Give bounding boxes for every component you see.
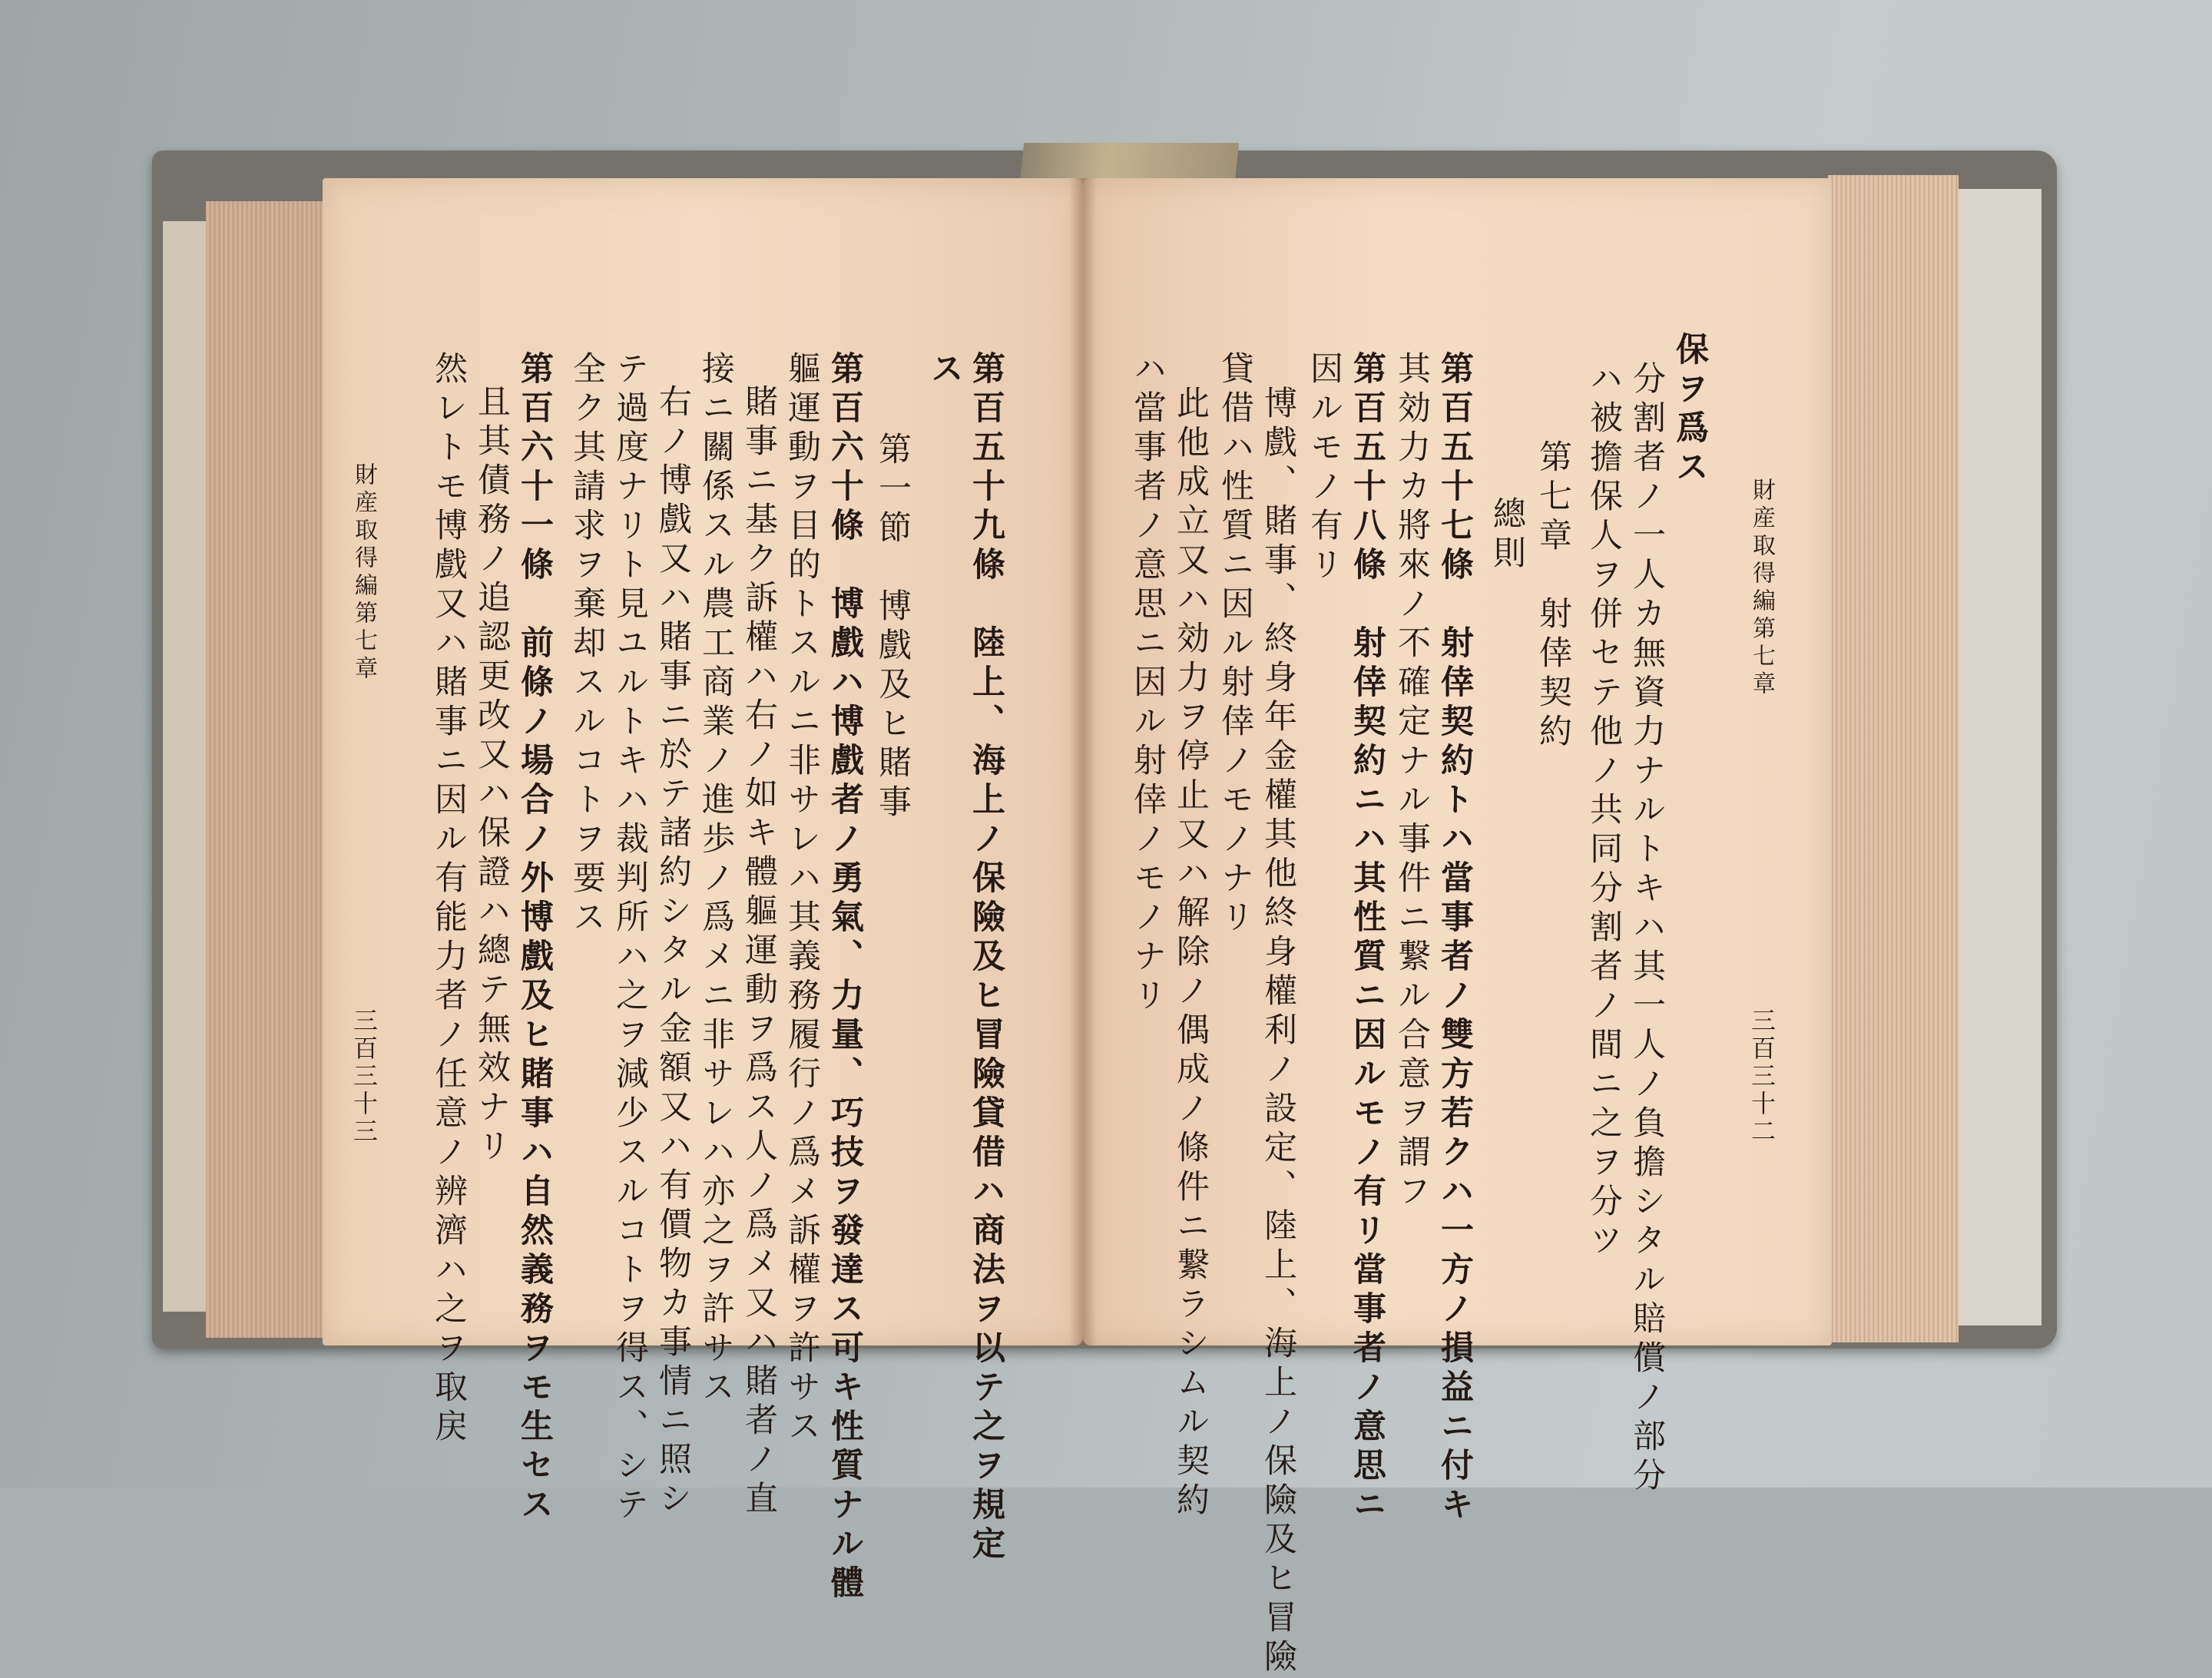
text-line: 且其債務ノ追認更改又ハ保證ハ總テ無效ナリ <box>472 384 511 1167</box>
text-line: テ過度ナリト見ユルトキハ裁判所ハ之ヲ減少スルコトヲ得ス、シテ <box>611 351 649 1526</box>
text-line: 分割者ノ一人カ無資力ナルトキハ其一人ノ負擔シタル賠償ノ部分 <box>1628 361 1666 1497</box>
text-line: ハ當事者ノ意思ニ因ル射倖ノモノナリ <box>1128 351 1167 1017</box>
book-gutter <box>1069 178 1097 1345</box>
cover-inner-left <box>163 221 209 1312</box>
text-line: 右ノ博戲又ハ賭事ニ於テ諸約シタル金額又ハ有價物カ事情ニ照シ <box>654 384 692 1520</box>
section-heading: 第一節 博戲及ヒ賭事 <box>873 432 912 823</box>
text-line: ス <box>926 351 964 390</box>
running-head: 財産取得編第七章 <box>350 462 377 683</box>
left-page <box>323 178 1083 1604</box>
text-line: 賭事ニ基ク訴權ハ右ノ如キ體軀運動ヲ爲ス人ノ爲メ又ハ賭者ノ直 <box>740 384 778 1520</box>
text-line: 接ニ關係スル農工商業ノ進歩ノ爲メニ非サレハ亦之ヲ許サス <box>697 351 735 1408</box>
cover-inner-right <box>1951 189 2041 1326</box>
section-heading: 總則 <box>1488 496 1526 574</box>
text-line: 第百六十條 博戲ハ博戲者ノ勇氣、力量、巧技ヲ發達ス可キ性質ナル體 <box>826 351 864 1604</box>
chapter-heading: 第七章 射倖契約 <box>1534 439 1572 753</box>
text-line: 然レトモ博戲又ハ賭事ニ因ル有能力者ノ任意ノ辨濟ハ之ヲ取戻 <box>429 351 468 1448</box>
text-line: 全ク其請求ヲ棄却スルコトヲ要ス <box>568 351 606 938</box>
running-head: 財産取得編第七章 <box>1748 478 1775 699</box>
text-line: 保ヲ爲ス <box>1671 332 1709 488</box>
text-line: 博戲、賭事、終身年金權其他終身權利ノ設定、陸上、海上ノ保險及ヒ冒險 <box>1259 386 1297 1678</box>
text-line: 第百五十九條 陸上、海上ノ保險及ヒ冒險貸借ハ商法ヲ以テ之ヲ規定 <box>967 351 1005 1565</box>
page-edges-right <box>1828 175 1959 1342</box>
text-line: 第百六十一條 前條ノ場合ノ外博戲及ヒ賭事ハ自然義務ヲモ生セス <box>515 351 554 1526</box>
text-line: 軀運動ヲ目的トスルニ非サレハ其義務履行ノ爲メ訴權ヲ許サス <box>783 351 821 1448</box>
text-line: ハ被擔保人ヲ併セテ他ノ共同分割者ノ間ニ之ヲ分ツ <box>1584 361 1623 1262</box>
right-page <box>1083 178 1832 1678</box>
text-line: 貸借ハ性質ニ因ル射倖ノモノナリ <box>1216 351 1254 938</box>
page-number: 三百三十二 <box>1747 1008 1777 1146</box>
text-line: 第百五十七條 射倖契約トハ當事者ノ雙方若クハ一方ノ損益ニ付キ <box>1435 351 1474 1526</box>
text-line: 其効力カ將來ノ不確定ナル事件ニ繋ル合意ヲ謂フ <box>1392 351 1431 1213</box>
page-edges-left <box>206 201 329 1338</box>
text-line: 第百五十八條 射倖契約ニハ其性質ニ因ルモノ有リ當事者ノ意思ニ <box>1348 351 1386 1526</box>
page-number: 三百三十三 <box>349 1008 379 1146</box>
text-line: 此他成立又ハ効力ヲ停止又ハ解除ノ偶成ノ條件ニ繋ラシムル契約 <box>1171 386 1210 1521</box>
text-line: 因ルモノ有リ <box>1305 351 1343 586</box>
